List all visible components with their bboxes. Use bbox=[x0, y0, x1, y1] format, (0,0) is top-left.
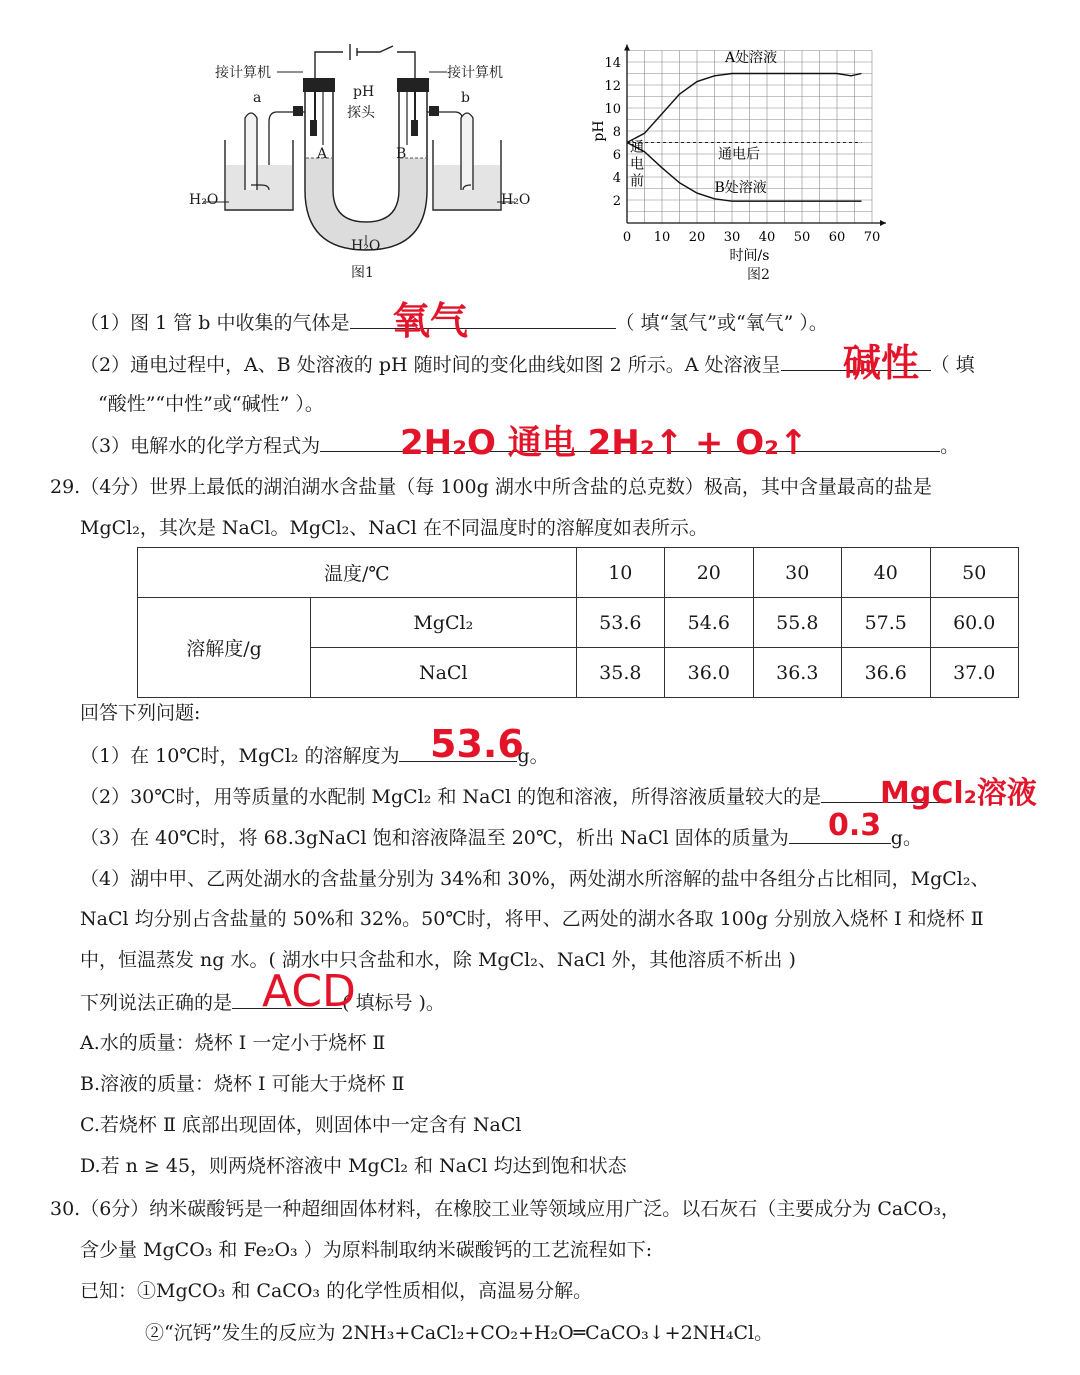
q28-part1-answer: 氧气 bbox=[392, 299, 469, 343]
q28-part2 bbox=[80, 350, 975, 378]
computer-label-right: 接计算机 bbox=[447, 65, 503, 81]
q28-part3-answer: 2H₂O 通电 2H₂↑ + O₂↑ bbox=[400, 423, 808, 463]
x-tick-label: 60 bbox=[828, 230, 846, 245]
table-row bbox=[138, 548, 1019, 598]
before-label: 通 bbox=[630, 139, 644, 156]
q30-head: 30.（6分）纳米碳酸钙是一种超细固体材料，在橡胶工业等领域应用广泛。以石灰石（主要成分为 CaCO₃， bbox=[50, 1198, 960, 1220]
q28-part1-blank[interactable] bbox=[350, 308, 616, 329]
q29-part2-text: （2）30℃时，用等质量的水配制 MgCl₂ 和 NaCl 的饱和溶液，所得溶液质量较大的是 bbox=[80, 786, 822, 808]
after-label: 通电后 bbox=[718, 146, 760, 163]
tube-a-label: a bbox=[253, 90, 262, 106]
figure-1 bbox=[185, 40, 555, 290]
table-cell: 57.5 bbox=[842, 598, 930, 648]
table-cell: 53.6 bbox=[576, 598, 664, 648]
water-label-bottom: H₂O bbox=[351, 238, 381, 254]
x-tick-label: 70 bbox=[863, 230, 881, 245]
q30-head2: 含少量 MgCO₃ 和 Fe₂O₃ ）为原料制取纳米碳酸钙的工艺流程如下: bbox=[80, 1239, 653, 1261]
q29-part3-unit: g。 bbox=[890, 827, 922, 849]
q29-part2-answer: MgCl₂溶液 bbox=[880, 776, 1037, 811]
q29-part4-l3: 中，恒温蒸发 ng 水。( 湖水中只含盐和水，除 MgCl₂、NaCl 外，其他溶质不析出 ) bbox=[80, 949, 796, 971]
temp-cell: 40 bbox=[842, 548, 930, 598]
water-label-left: H₂O bbox=[189, 192, 219, 208]
table-cell: 55.8 bbox=[753, 598, 841, 648]
table-cell: 36.6 bbox=[842, 648, 930, 698]
y-tick-label: 12 bbox=[604, 79, 621, 94]
y-axis-label: pH bbox=[591, 120, 607, 142]
electrode-a-label: A bbox=[317, 146, 328, 162]
ph-label: pH bbox=[353, 84, 375, 100]
ph-time-chart bbox=[585, 40, 935, 290]
q29-part4-l1: （4）湖中甲、乙两处湖水的含盐量分别为 34%和 30%，两处湖水所溶解的盐中各组分占比相同，MgCl₂、 bbox=[80, 868, 990, 890]
x-axis-arrow bbox=[880, 220, 886, 226]
water-label-right: H₂O bbox=[501, 192, 531, 208]
q29-head2: MgCl₂，其次是 NaCl。MgCl₂、NaCl 在不同温度时的溶解度如表所示。 bbox=[80, 517, 708, 539]
x-tick-label: 10 bbox=[653, 230, 671, 245]
tube-b-label: b bbox=[461, 90, 470, 106]
option-d: D.若 n ≥ 45，则两烧杯溶液中 MgCl₂ 和 NaCl 均达到饱和状态 bbox=[80, 1155, 627, 1177]
probe-label: 探头 bbox=[347, 105, 375, 121]
q28-part2-cont: “酸性”“中性”或“碱性” ）。 bbox=[98, 393, 324, 415]
option-b: B.溶液的质量：烧杯 Ⅰ 可能大于烧杯 Ⅱ bbox=[80, 1073, 405, 1095]
q29-part2 bbox=[80, 782, 941, 810]
y-tick-label: 10 bbox=[604, 102, 621, 117]
q29-head: 29.（4分）世界上最低的湖泊湖水含盐量（每 100g 湖水中所含盐的总克数）极高，其中含量最高的盐是 bbox=[50, 476, 932, 498]
series-label-b: B处溶液 bbox=[714, 179, 767, 196]
q29-part3-answer: 0.3 bbox=[828, 808, 882, 843]
solubility-table bbox=[137, 547, 1019, 698]
q29-part3 bbox=[80, 823, 922, 851]
q28-part3-text: （3）电解水的化学方程式为 bbox=[80, 435, 321, 457]
x-axis-label: 时间/s bbox=[729, 248, 770, 264]
x-tick-label: 50 bbox=[793, 230, 811, 245]
computer-label-left: 接计算机 bbox=[215, 65, 271, 81]
q29-part4-hint: ( 填标号 )。 bbox=[342, 992, 445, 1014]
series-label-a: A处溶液 bbox=[725, 50, 778, 66]
temp-cell: 30 bbox=[753, 548, 841, 598]
salt-name: MgCl₂ bbox=[311, 598, 577, 648]
y-tick-label: 8 bbox=[612, 125, 621, 140]
table-cell: 37.0 bbox=[930, 648, 1019, 698]
q30-known1: 已知：①MgCO₃ 和 CaCO₃ 的化学性质相似，高温易分解。 bbox=[80, 1280, 593, 1302]
y-tick-label: 14 bbox=[604, 56, 621, 71]
table-cell: 54.6 bbox=[665, 598, 753, 648]
option-a: A.水的质量：烧杯 Ⅰ 一定小于烧杯 Ⅱ bbox=[80, 1032, 386, 1054]
q29-part3-text: （3）在 40℃时，将 68.3gNaCl 饱和溶液降温至 20℃，析出 NaCl 固体的质量为 bbox=[80, 827, 789, 849]
electrode-b-label: B bbox=[396, 146, 407, 162]
figure-2-caption: 图2 bbox=[747, 267, 770, 283]
temp-cell: 50 bbox=[930, 548, 1019, 598]
x-tick-label: 20 bbox=[688, 230, 706, 245]
table-cell: 35.8 bbox=[576, 648, 664, 698]
q29-part1-answer: 53.6 bbox=[430, 722, 524, 766]
temp-header: 温度/℃ bbox=[138, 548, 577, 598]
salt-name: NaCl bbox=[311, 648, 577, 698]
y-tick-label: 4 bbox=[612, 171, 621, 186]
temp-cell: 10 bbox=[576, 548, 664, 598]
solubility-header: 溶解度/g bbox=[138, 598, 311, 698]
table-cell: 60.0 bbox=[930, 598, 1019, 648]
q28-part1-text: （1）图 1 管 b 中收集的气体是 bbox=[80, 312, 350, 334]
figure-2 bbox=[585, 40, 935, 290]
q29-part1-unit: g。 bbox=[517, 745, 549, 767]
x-tick-label: 30 bbox=[723, 230, 741, 245]
q30-known2: ②“沉钙”发生的反应为 2NH₃+CaCl₂+CO₂+H₂O═CaCO₃↓+2NH₄Cl。 bbox=[145, 1322, 774, 1344]
q28-part2-text: （2）通电过程中，A、B 处溶液的 pH 随时间的变化曲线如图 2 所示。A 处溶液呈 bbox=[80, 354, 781, 376]
option-c: C.若烧杯 Ⅱ 底部出现固体，则固体中一定含有 NaCl bbox=[80, 1114, 522, 1136]
y-tick-label: 6 bbox=[612, 148, 621, 163]
q29-prompt: 回答下列问题: bbox=[80, 702, 201, 724]
q28-part3-end: 。 bbox=[940, 435, 960, 457]
q29-part4-answer: ACD bbox=[262, 966, 356, 1017]
q29-part1-text: （1）在 10℃时，MgCl₂ 的溶解度为 bbox=[80, 745, 400, 767]
q29-part4-text: 下列说法正确的是 bbox=[80, 992, 233, 1014]
y-tick-label: 2 bbox=[612, 194, 621, 209]
y-axis-arrow bbox=[624, 45, 630, 51]
q28-part1-hint: （ 填“氢气”或“氧气” ）。 bbox=[615, 312, 828, 334]
x-tick-label: 0 bbox=[622, 230, 632, 245]
before-label: 前 bbox=[630, 173, 644, 190]
temp-cell: 20 bbox=[665, 548, 753, 598]
table-cell: 36.3 bbox=[753, 648, 841, 698]
x-tick-label: 40 bbox=[758, 230, 776, 245]
q28-part2-answer: 碱性 bbox=[843, 341, 920, 385]
q29-part4-l2: NaCl 均分别占含盐量的 50%和 32%。50℃时，将甲、乙两处的湖水各取 100g 分别放入烧杯 Ⅰ 和烧杯 Ⅱ bbox=[80, 908, 984, 930]
before-label: 电 bbox=[630, 156, 644, 173]
figure-1-caption: 图1 bbox=[351, 265, 374, 281]
table-row bbox=[138, 598, 1019, 648]
q28-part2-hint: （ 填 bbox=[930, 354, 975, 376]
table-cell: 36.0 bbox=[665, 648, 753, 698]
